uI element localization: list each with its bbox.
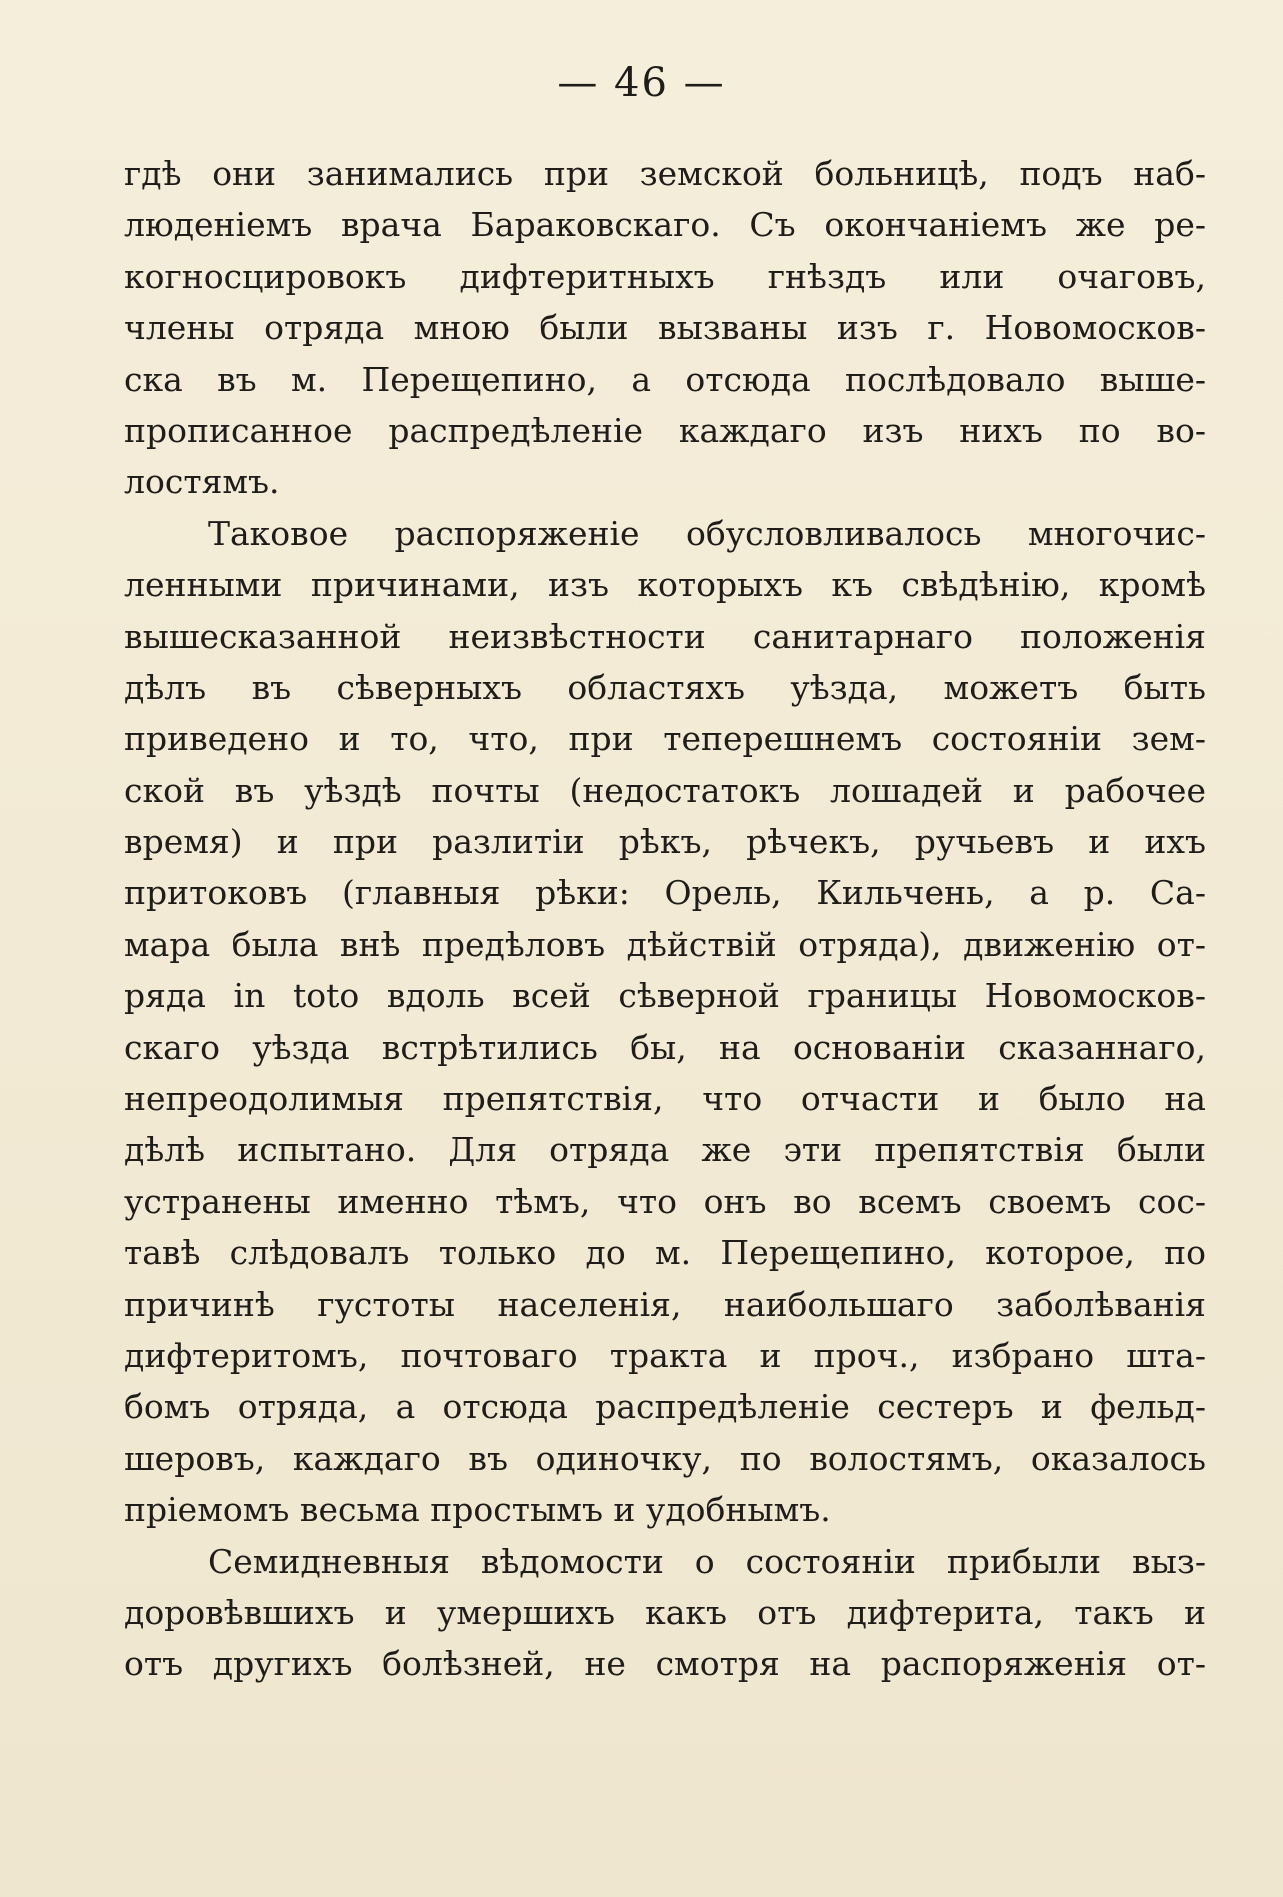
text-line: скаго уѣзда встрѣтились бы, на основаніи сказаннаго, [124,1027,1206,1067]
text-line: ленными причинами, изъ которыхъ къ свѣдѣнію, кромѣ [124,565,1206,605]
text-line: ской въ уѣздѣ почты (недостатокъ лошадей и рабочее [124,770,1206,810]
text-line: вышесказанной неизвѣстности санитарнаго положенія [124,616,1206,656]
text-line: ска въ м. Перещепино, а отсюда послѣдовало выше- [124,359,1206,399]
text-line: мара была внѣ предѣловъ дѣйствій отряда), движенію от- [124,924,1206,964]
text-line: гдѣ они занимались при земской больницѣ, подъ наб- [124,154,1206,193]
text-line: притоковъ (главныя рѣки: Орель, Кильчень, а р. Са- [124,873,1206,913]
text-line: лостямъ. [124,462,280,502]
text-line: прописанное распредѣленіе каждаго изъ нихъ по во- [124,410,1206,450]
text-line: отъ другихъ болѣзней, не смотря на распоряженія от- [124,1644,1206,1684]
text-line: приведено и то, что, при теперешнемъ состояніи зем- [124,719,1206,759]
text-line: Таковое распоряженіе обусловливалось многочис- [208,513,1206,553]
text-line: члены отряда мною были вызваны изъ г. Новомосков- [124,308,1206,348]
body-text [124,148,1206,1690]
text-line: дифтеритомъ, почтоваго тракта и проч., избрано шта- [124,1335,1206,1375]
page-number: — 46 — [557,60,726,106]
text-line: шеровъ, каждаго въ одиночку, по волостямъ, оказалось [124,1438,1206,1478]
text-line: пріемомъ весьма простымъ и удобнымъ. [124,1490,831,1530]
text-line: когносцировокъ дифтеритныхъ гнѣздъ или очаговъ, [124,256,1206,296]
text-line: непреодолимыя препятствія, что отчасти и было на [124,1079,1206,1119]
text-line: дѣлъ въ сѣверныхъ областяхъ уѣзда, можетъ быть [124,667,1206,707]
text-line: люденіемъ врача Бараковскаго. Съ окончаніемъ же ре- [124,205,1206,245]
text-line: Семидневныя вѣдомости о состояніи прибыли выз- [208,1541,1206,1581]
text-line: причинѣ густоты населенія, наибольшаго заболѣванія [124,1284,1206,1324]
text-line: тавѣ слѣдовалъ только до м. Перещепино, которое, по [124,1233,1206,1273]
text-line: дѣлѣ испытано. Для отряда же эти препятствія были [124,1130,1206,1170]
text-line: бомъ отряда, а отсюда распредѣленіе сестеръ и фельд- [124,1387,1206,1427]
text-line: время) и при разлитіи рѣкъ, рѣчекъ, ручьевъ и ихъ [124,822,1206,862]
text-line: доровѣвшихъ и умершихъ какъ отъ дифтерита, такъ и [124,1592,1206,1632]
text-line: устранены именно тѣмъ, что онъ во всемъ своемъ сос- [124,1181,1206,1221]
text-line: ряда in toto вдоль всей сѣверной границы Новомосков- [124,976,1206,1016]
